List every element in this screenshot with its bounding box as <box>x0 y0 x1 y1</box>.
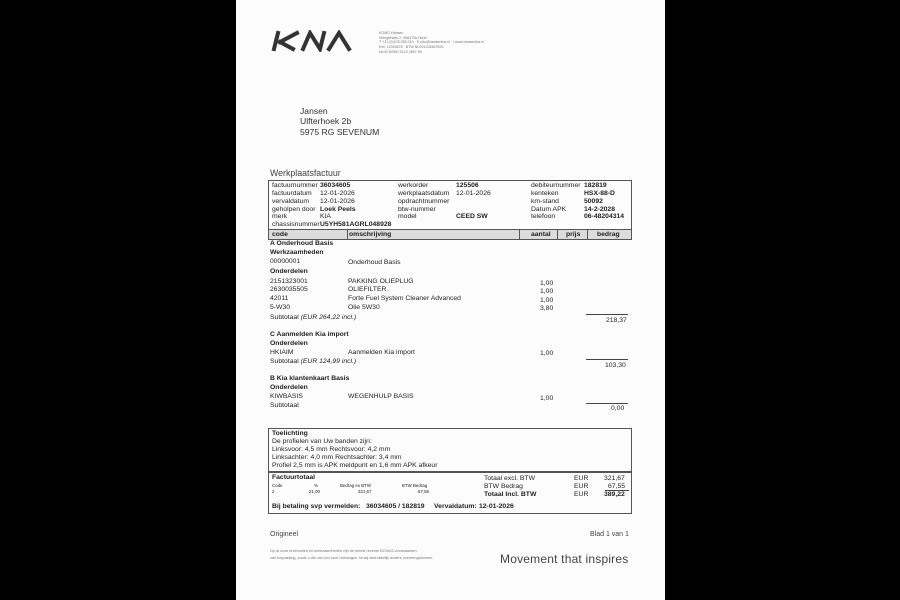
header-label: chassisnummer <box>272 221 320 228</box>
vat-total-label: BTW Bedrag <box>484 483 523 490</box>
vat-percent: 21,00 <box>309 489 320 494</box>
subtotal-label: Subtotaal <box>270 358 299 365</box>
terms-line: van toepassing, zoals u die van ons kunt ontvangen, tenzij uitdrukkelijk anders overeengekomen. <box>270 556 434 560</box>
due-date: 12-01-2026 <box>320 198 355 205</box>
group-title: Onderdelen <box>270 268 308 275</box>
totals-title: Factuurtotaal <box>272 474 316 481</box>
vat-header-code: Code <box>272 483 283 488</box>
model: CEED SW <box>456 213 488 220</box>
header-label: btw-nummer <box>398 206 436 213</box>
terms-line: Op al onze leveranties en werkzaamheden zijn de meest recente BOVAG-voorwaarden <box>270 549 417 553</box>
column-divider <box>347 230 348 239</box>
header-label: werkplaatsdatum <box>398 190 450 197</box>
header-label: Datum APK <box>531 206 567 213</box>
payment-reference: 36034605 / 182819 <box>366 503 425 510</box>
invoice-page <box>236 0 665 600</box>
brand: KIA <box>320 213 331 220</box>
dealer-line: KvK 12345678 · BTW NL001234567B01 <box>379 45 444 50</box>
line-code: 00000001 <box>270 258 301 265</box>
vat-total-value: 67,55 <box>608 483 626 490</box>
header-label: km-stand <box>531 198 559 205</box>
header-label: model <box>398 213 417 220</box>
subtotal-rule <box>586 314 628 315</box>
license-plate: HSX-88-D <box>584 190 615 197</box>
subtotal-value: 218,37 <box>606 317 627 324</box>
column-amount: bedrag <box>597 231 620 238</box>
total-incl-currency: EUR <box>574 491 589 498</box>
page-indicator: Blad 1 van 1 <box>590 531 629 538</box>
apk-date: 14-2-2028 <box>584 206 615 213</box>
line-description: WEGENHULP BASIS <box>348 393 414 400</box>
column-description: omschrijving <box>349 231 392 238</box>
header-label: factuurdatum <box>272 190 312 197</box>
line-quantity: 1,00 <box>540 280 554 287</box>
work-order: 125506 <box>456 182 479 189</box>
document-title: Werkplaatsfactuur <box>270 168 341 178</box>
header-label: opdrachtnummer <box>398 198 450 205</box>
column-price: prijs <box>566 231 581 238</box>
phone: 06-48204314 <box>584 213 625 220</box>
total-rule <box>605 490 629 491</box>
line-description: OLIEFILTER <box>348 286 387 293</box>
group-title: Werkzaamheden <box>270 249 324 256</box>
header-label: factuurnummer <box>272 182 318 189</box>
brand-slogan: Movement that inspires <box>500 552 629 566</box>
column-divider <box>519 230 520 239</box>
vat-amount: 67,55 <box>418 489 429 494</box>
customer-address <box>300 106 379 137</box>
subtotal-rule <box>586 403 628 404</box>
table-header <box>268 229 632 240</box>
vat-total-currency: EUR <box>574 483 589 490</box>
line-code: 2151323001 <box>270 278 308 285</box>
invoice-number: 36034605 <box>320 182 351 189</box>
dealer-info <box>379 31 484 55</box>
line-quantity: 1,00 <box>540 288 554 295</box>
section-title: A Onderhoud Basis <box>270 240 334 247</box>
vat-code: 2 <box>272 489 275 494</box>
vat-header-amount: BTW Bedrag <box>402 483 428 488</box>
mileage: 50092 <box>584 198 603 205</box>
group-title: Onderdelen <box>270 340 308 347</box>
notes-line: Linksachter: 4,0 mm Rechtsachter: 3,4 mm <box>272 454 402 461</box>
line-description: Forte Fuel System Cleaner Advanced <box>348 295 461 302</box>
notes-line: Linksvoor: 4,5 mm Rechtsvoor: 4,2 mm <box>272 446 391 453</box>
line-description: Aanmelden Kia import <box>348 349 415 356</box>
total-incl-value: 389,22 <box>604 491 625 498</box>
dealer-line: NL00 RABO 0123 4567 89 <box>379 49 422 54</box>
column-divider <box>587 230 588 239</box>
header-label: debiteurnummer <box>531 182 581 189</box>
line-quantity: 1,00 <box>540 350 554 357</box>
line-code: KIWBASIS <box>270 393 303 400</box>
subtotal-row <box>270 358 356 366</box>
total-incl-label: Totaal Incl. BTW <box>484 491 537 498</box>
header-label: geholpen door <box>272 206 316 213</box>
subtotal-row <box>270 314 356 322</box>
subtotal-label: Subtotaal <box>270 314 299 321</box>
line-code: 42011 <box>270 295 289 302</box>
notes-line: De profielen van Uw banden zijn: <box>272 438 372 445</box>
subtotal-label: Subtotaal <box>270 402 299 409</box>
header-label: merk <box>272 213 288 220</box>
line-quantity: 1,00 <box>540 297 554 304</box>
customer-street: Ulfterhoek 2b <box>300 116 352 127</box>
line-description: Onderhoud Basis <box>348 259 401 266</box>
customer-city: 5975 RG SEVENUM <box>300 126 380 137</box>
group-title: Onderdelen <box>270 384 308 391</box>
vat-base: 321,67 <box>358 489 372 494</box>
vat-header-base: Bedrag ex BTW <box>340 483 371 488</box>
workshop-date: 12-01-2026 <box>456 190 491 197</box>
assisted-by: Loek Peels <box>320 206 356 213</box>
line-code: HKIAIM <box>270 349 294 356</box>
terms-fine-print <box>270 548 433 562</box>
payment-label: Bij betaling svp vermelden: <box>272 503 361 510</box>
notes-title: Toelichting <box>272 430 308 437</box>
chassis-number: U5YH581AGRL048928 <box>320 221 392 228</box>
column-code: code <box>272 231 288 238</box>
debtor-number: 182819 <box>584 182 607 189</box>
due-label: Vervaldatum: <box>434 503 477 510</box>
kia-logo <box>271 30 353 52</box>
invoice-date: 12-01-2026 <box>320 190 355 197</box>
section-title: B Kia klantenkaart Basis <box>270 375 350 382</box>
column-quantity: aantal <box>531 231 551 238</box>
line-code: 5-W30 <box>270 304 291 311</box>
notes-box <box>268 428 632 472</box>
dealer-line: KOMO Hansen <box>379 31 404 35</box>
total-excl-currency: EUR <box>574 475 589 482</box>
vat-header-percent: % <box>314 483 318 488</box>
invoice-header-box <box>268 180 632 230</box>
line-description: PAKKING OLIEPLUG <box>348 278 414 285</box>
total-excl-value: 321,67 <box>604 475 625 482</box>
totals-box <box>268 472 632 514</box>
header-label: kenteken <box>531 190 559 197</box>
due-value: 12-01-2026 <box>479 503 514 510</box>
dealer-line: T +31 (0)478 555 010 · E info@hansenkia.nl · I www.hansenkia.nl <box>379 40 484 45</box>
subtotal-value: 103,30 <box>605 362 626 369</box>
header-label: vervaldatum <box>272 198 310 205</box>
section-title: C Aanmelden Kia import <box>270 331 349 338</box>
subtotal-incl: (EUR 264,22 incl.) <box>300 314 357 321</box>
total-excl-label: Totaal excl. BTW <box>484 475 535 482</box>
subtotal-value: 0,00 <box>611 405 625 412</box>
original-label: Origineel <box>270 531 299 538</box>
column-divider <box>557 230 558 239</box>
notes-line: Profiel 2,5 mm is APK meldpunt en 1,6 mm APK afkeur <box>272 462 438 469</box>
customer-name: Jansen <box>300 106 328 116</box>
header-label: telefoon <box>531 213 556 220</box>
line-quantity: 3,80 <box>540 305 554 312</box>
dealer-line: Steegerweb 2, 5963 RA Horst <box>379 35 427 40</box>
line-description: Olie 5W30 <box>348 304 380 311</box>
line-quantity: 1,00 <box>540 395 554 402</box>
subtotal-rule <box>586 359 628 360</box>
header-label: werkorder <box>398 182 429 189</box>
line-code: 2630035505 <box>270 286 308 293</box>
subtotal-incl: (EUR 124,99 incl.) <box>300 358 357 365</box>
